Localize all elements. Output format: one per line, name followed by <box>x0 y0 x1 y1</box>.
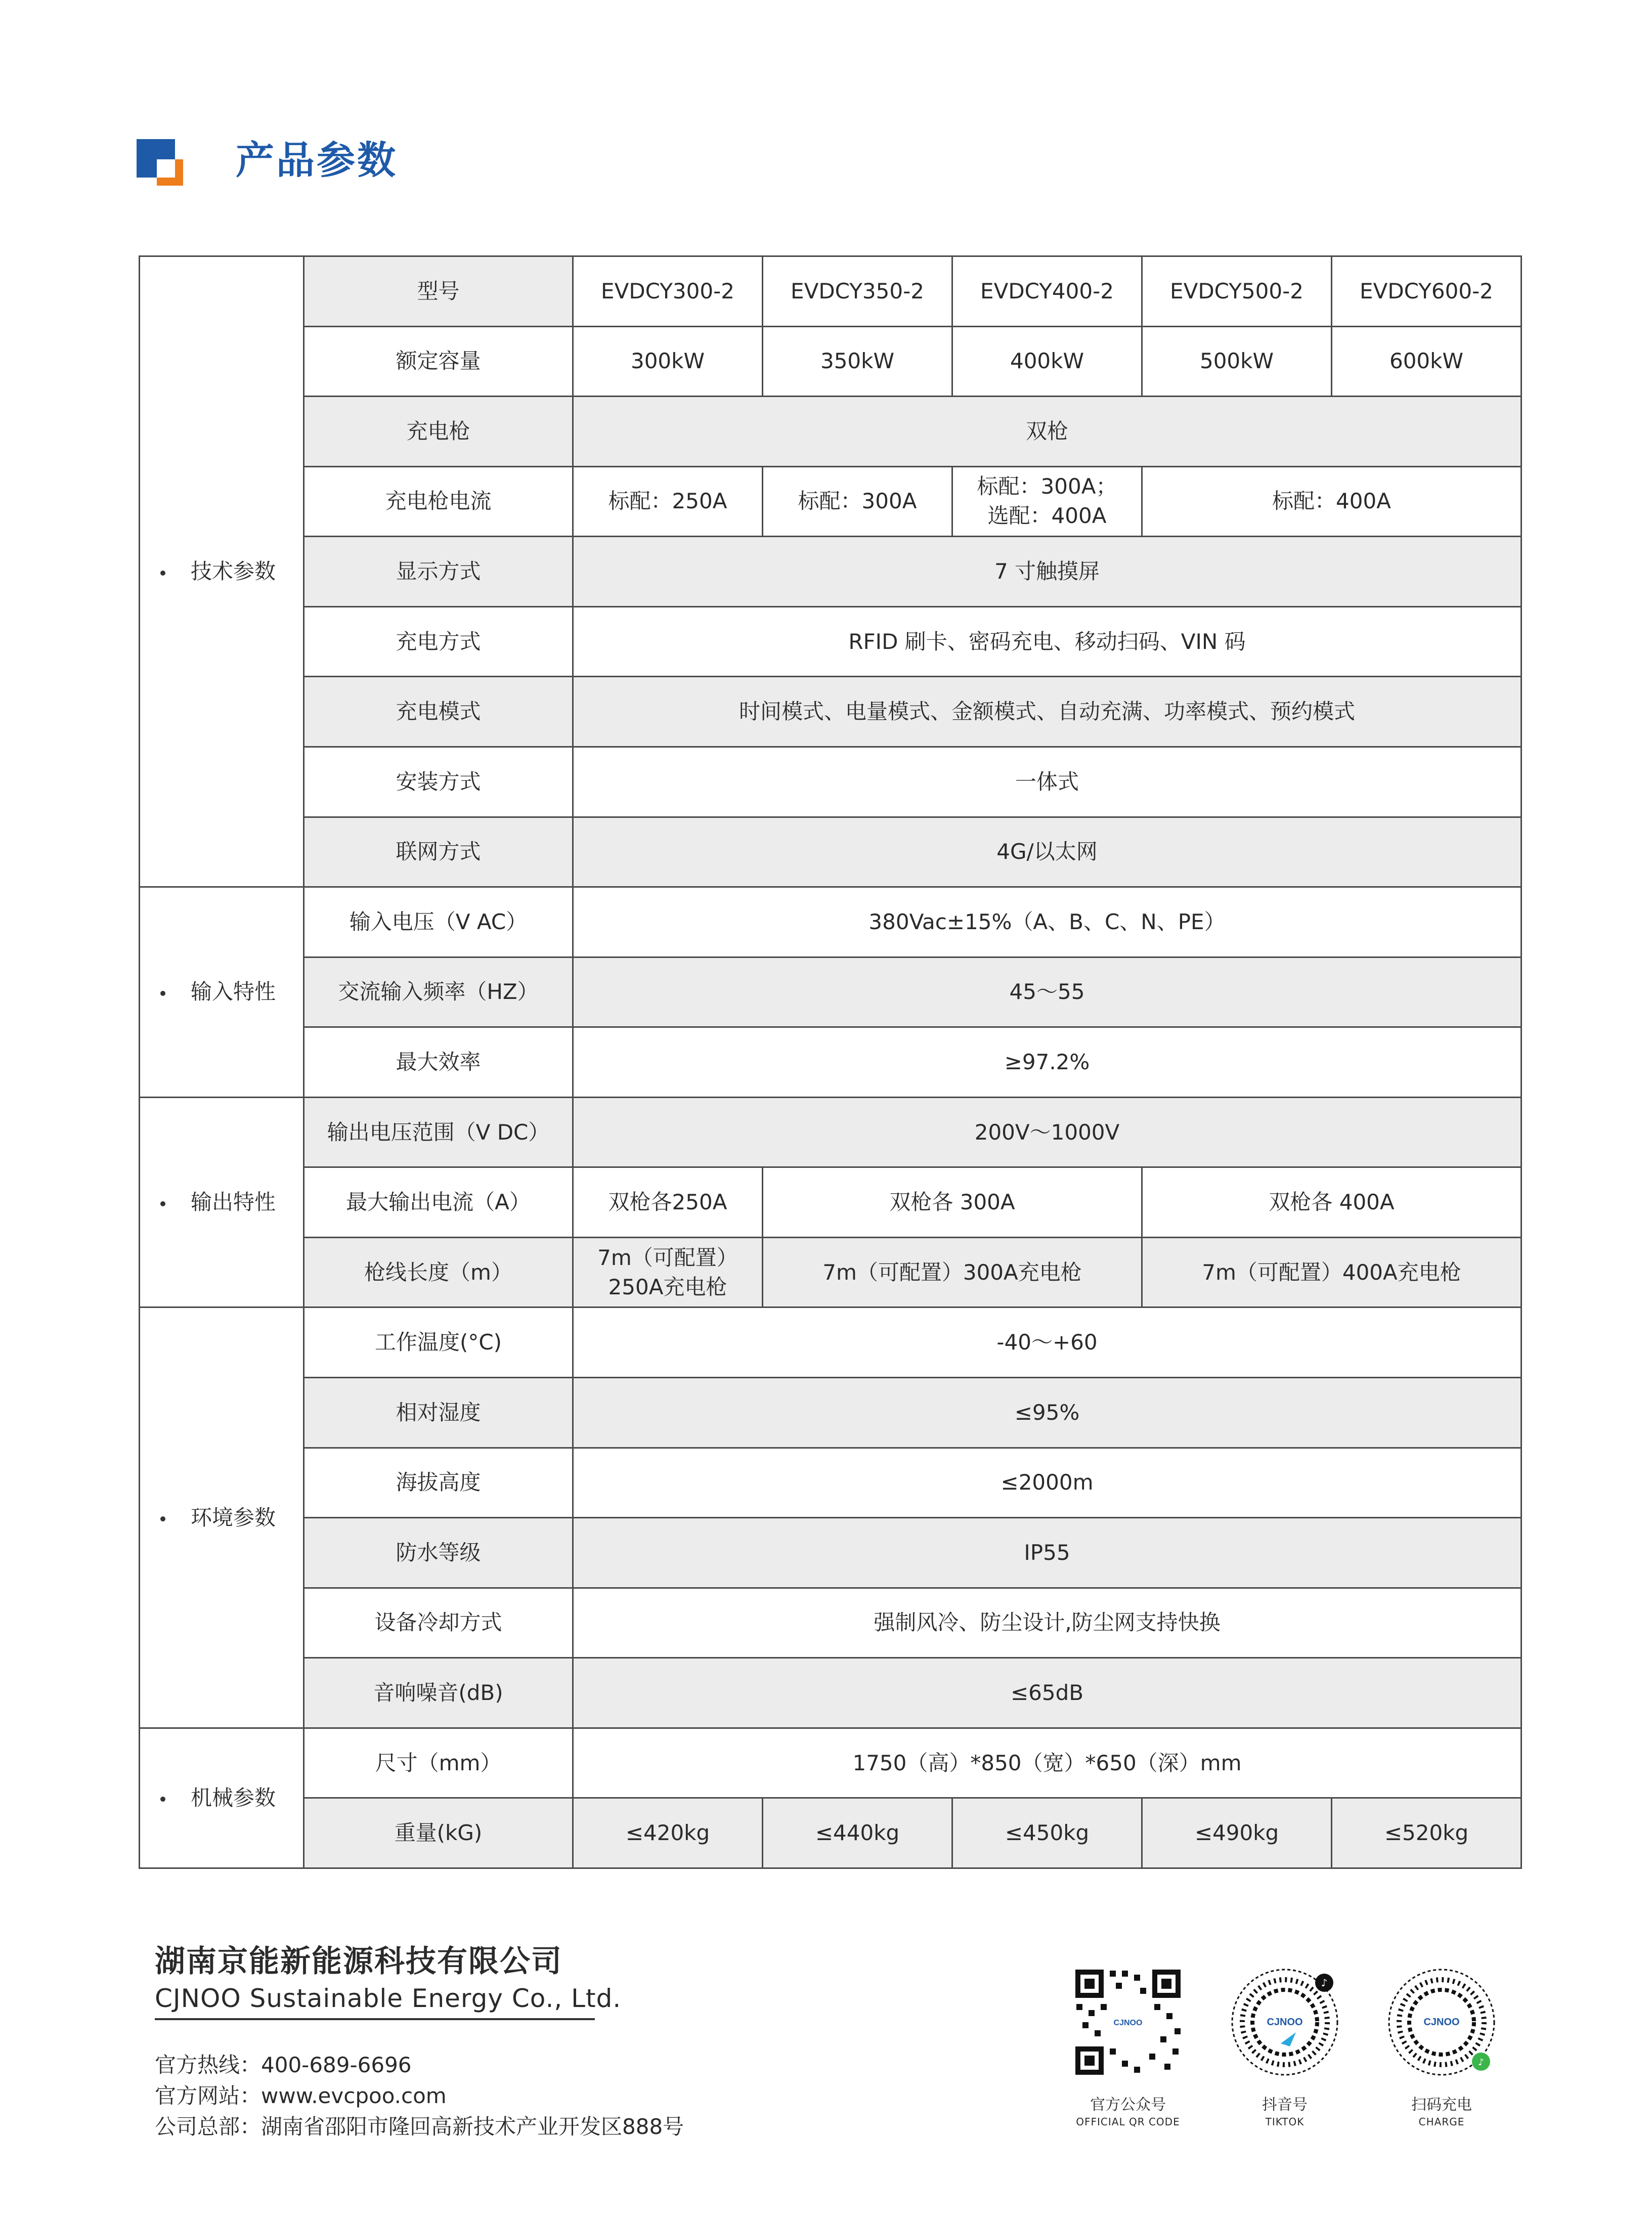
model-cell: EVDCY500-2 <box>1142 256 1332 327</box>
qr-logo: CJNOO <box>1267 2017 1303 2028</box>
value-line: 标配：300A； <box>977 474 1117 499</box>
value-cell: 4G/以太网 <box>573 817 1521 887</box>
value-cell <box>573 1237 763 1307</box>
table-row <box>140 1448 1521 1518</box>
row-label: 输出电压范围（V DC） <box>304 1097 573 1167</box>
address: 公司总部：湖南省邵阳市隆回高新技术产业开发区888号 <box>155 2114 684 2139</box>
value-cell: 400kW <box>952 326 1142 397</box>
value-cell: 1750（高）*850（宽）*650（深）mm <box>573 1728 1521 1798</box>
row-label: 联网方式 <box>304 817 573 887</box>
value-cell: 300kW <box>573 326 763 397</box>
row-label: 充电模式 <box>304 677 573 747</box>
row-label: 额定容量 <box>304 326 573 397</box>
website-link[interactable]: 官方网站：www.evcpoo.com <box>155 2083 447 2108</box>
qr-logo: CJNOO <box>1113 2019 1143 2027</box>
row-label: 交流输入频率（HZ） <box>304 957 573 1027</box>
model-cell: EVDCY600-2 <box>1332 256 1521 327</box>
row-label: 枪线长度（m） <box>304 1237 573 1307</box>
value-cell: IP55 <box>573 1518 1521 1588</box>
value-cell <box>952 466 1142 537</box>
spec-table <box>139 255 1522 1869</box>
value-cell: 600kW <box>1332 326 1521 397</box>
divider <box>155 2018 595 2020</box>
row-label: 充电枪 <box>304 397 573 467</box>
row-label: 充电方式 <box>304 606 573 677</box>
value-cell: RFID 刷卡、密码充电、移动扫码、VIN 码 <box>573 606 1521 677</box>
page-title: 产品参数 <box>236 138 398 183</box>
row-label: 重量(kG) <box>304 1798 573 1868</box>
value-cell: ≥97.2% <box>573 1027 1521 1098</box>
value-cell: ≤520kg <box>1332 1798 1521 1868</box>
table-row <box>140 677 1521 747</box>
table-row <box>140 466 1521 537</box>
value-cell: 强制风冷、防尘设计,防尘网支持快换 <box>573 1588 1521 1658</box>
category-label: 技术参数 <box>191 559 276 584</box>
table-row <box>140 397 1521 467</box>
table-row <box>140 1518 1521 1588</box>
value-cell: 500kW <box>1142 326 1332 397</box>
value-cell: ≤450kg <box>952 1798 1142 1868</box>
value-line: 7m（可配置） <box>597 1245 738 1270</box>
table-row <box>140 957 1521 1027</box>
category-cell <box>140 1097 304 1307</box>
qr-caption: 扫码充电 <box>1411 2096 1472 2114</box>
value-cell: 7m（可配置）400A充电枪 <box>1142 1237 1521 1307</box>
row-label: 防水等级 <box>304 1518 573 1588</box>
table-row <box>140 1588 1521 1658</box>
value-line: 250A充电枪 <box>608 1274 727 1299</box>
row-label: 充电枪电流 <box>304 466 573 537</box>
mini-program-code-icon <box>1230 1968 1339 2077</box>
value-cell: 350kW <box>763 326 952 397</box>
qr-logo: CJNOO <box>1423 2017 1460 2028</box>
category-label: 输出特性 <box>191 1190 276 1215</box>
row-label: 安装方式 <box>304 747 573 817</box>
company-block <box>155 1941 621 2020</box>
qr-caption: 官方公众号 <box>1090 2096 1166 2114</box>
row-label: 海拔高度 <box>304 1448 573 1518</box>
table-row <box>140 817 1521 887</box>
table-row <box>140 1167 1521 1238</box>
value-cell: ≤95% <box>573 1378 1521 1448</box>
qr-caption-en: CHARGE <box>1418 2116 1465 2128</box>
value-cell: ≤2000m <box>573 1448 1521 1518</box>
value-cell: 双枪各250A <box>573 1167 763 1238</box>
row-label: 显示方式 <box>304 537 573 607</box>
table-row <box>140 1027 1521 1098</box>
value-cell: 时间模式、电量模式、金额模式、自动充满、功率模式、预约模式 <box>573 677 1521 747</box>
row-label: 设备冷却方式 <box>304 1588 573 1658</box>
row-label: 型号 <box>304 256 573 327</box>
value-cell: 7 寸触摸屏 <box>573 537 1521 607</box>
value-cell: 一体式 <box>573 747 1521 817</box>
row-label: 输入电压（V AC） <box>304 887 573 957</box>
category-cell <box>140 887 304 1098</box>
table-row <box>140 1798 1521 1868</box>
table-row <box>140 747 1521 817</box>
value-line: 选配：400A <box>987 503 1107 529</box>
qr-caption-en: TIKTOK <box>1265 2116 1305 2128</box>
qr-tiktok[interactable] <box>1224 1968 1345 2128</box>
model-cell: EVDCY350-2 <box>763 256 952 327</box>
company-name-en: CJNOO Sustainable Energy Co., Ltd. <box>155 1984 622 2013</box>
table-row <box>140 1728 1521 1798</box>
value-cell: 标配：300A <box>763 466 952 537</box>
row-label: 音响噪音(dB) <box>304 1658 573 1728</box>
value-cell: ≤490kg <box>1142 1798 1332 1868</box>
qr-official[interactable] <box>1067 1968 1189 2128</box>
row-label: 最大效率 <box>304 1027 573 1098</box>
qr-caption: 抖音号 <box>1262 2096 1308 2114</box>
category-label: 环境参数 <box>191 1505 276 1530</box>
category-label: 机械参数 <box>191 1785 276 1810</box>
svg-text:♪: ♪ <box>1478 2057 1484 2068</box>
category-cell <box>140 1307 304 1728</box>
model-cell: EVDCY300-2 <box>573 256 763 327</box>
value-cell: 45～55 <box>573 957 1521 1027</box>
hotline: 官方热线：400-689-6696 <box>155 2053 412 2077</box>
row-label: 相对湿度 <box>304 1378 573 1448</box>
value-cell: 7m（可配置）300A充电枪 <box>763 1237 1142 1307</box>
table-row <box>140 887 1521 957</box>
category-cell <box>140 256 304 887</box>
table-row <box>140 326 1521 397</box>
mini-program-code-icon <box>1387 1968 1496 2077</box>
table-row <box>140 537 1521 607</box>
table-row <box>140 606 1521 677</box>
contact-info <box>155 2049 684 2142</box>
table-row <box>140 1307 1521 1378</box>
qr-charge[interactable] <box>1381 1968 1502 2128</box>
table-row <box>140 1378 1521 1448</box>
category-label: 输入特性 <box>191 979 276 1005</box>
value-cell: 标配：400A <box>1142 466 1521 537</box>
value-cell: -40～+60 <box>573 1307 1521 1378</box>
svg-text:♪: ♪ <box>1321 1977 1328 1989</box>
value-cell: ≤65dB <box>573 1658 1521 1728</box>
table-row <box>140 1237 1521 1307</box>
value-cell: ≤440kg <box>763 1798 952 1868</box>
model-cell: EVDCY400-2 <box>952 256 1142 327</box>
table-row <box>140 1097 1521 1167</box>
category-cell <box>140 1728 304 1868</box>
value-cell: 双枪各 400A <box>1142 1167 1521 1238</box>
row-label: 工作温度(°C) <box>304 1307 573 1378</box>
row-label: 尺寸（mm） <box>304 1728 573 1798</box>
qr-caption-en: OFFICIAL QR CODE <box>1076 2116 1180 2128</box>
row-label: 最大输出电流（A） <box>304 1167 573 1238</box>
value-cell: 双枪各 300A <box>763 1167 1142 1238</box>
value-cell: 380Vac±15%（A、B、C、N、PE） <box>573 887 1521 957</box>
table-row <box>140 256 1521 327</box>
value-cell: 双枪 <box>573 397 1521 467</box>
value-cell: 标配：250A <box>573 466 763 537</box>
company-name-cn: 湖南京能新能源科技有限公司 <box>155 1944 562 1979</box>
qr-code-icon <box>1073 1968 1183 2077</box>
value-cell: 200V～1000V <box>573 1097 1521 1167</box>
table-row <box>140 1658 1521 1728</box>
section-logo-icon <box>137 139 183 186</box>
value-cell: ≤420kg <box>573 1798 763 1868</box>
